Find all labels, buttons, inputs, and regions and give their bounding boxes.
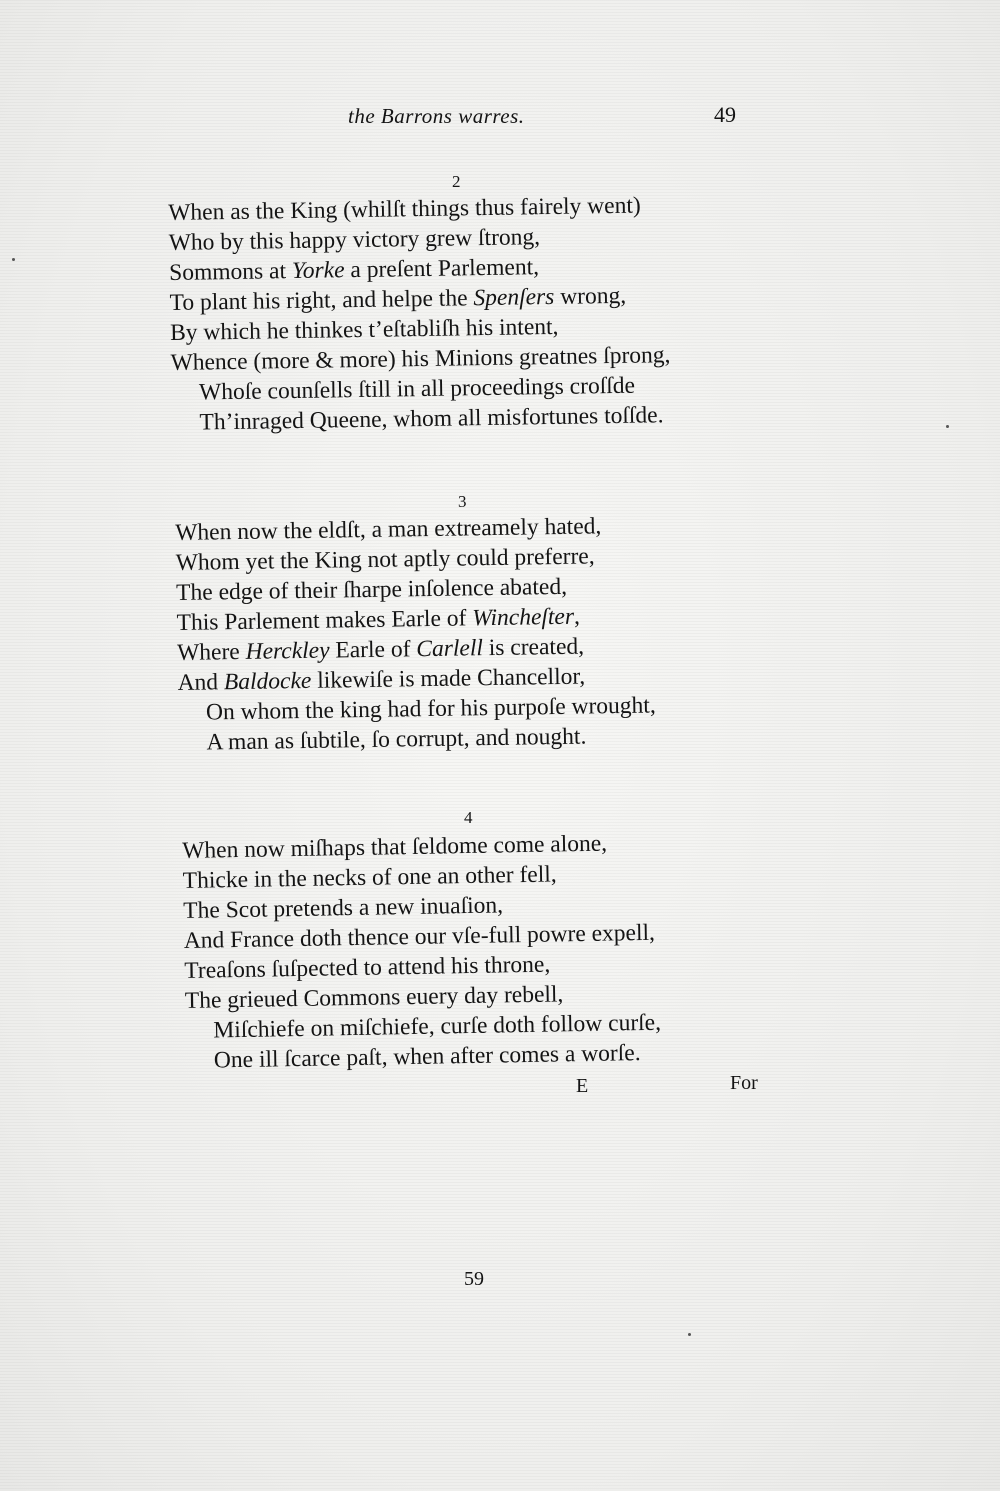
verse-line: And France doth thence our vſe-full powre expell, [183, 919, 656, 954]
paper-speck [688, 1333, 691, 1336]
verse-line: The Scot pretends a new inuaſion, [183, 892, 504, 924]
verse-line: When as the King (whilſt things thus fairely went) [168, 192, 641, 226]
catchword: For [730, 1072, 758, 1094]
italic-name: Herckley [245, 637, 330, 665]
verse-line: Th’inraged Queene, whom all misfortunes toſſde. [199, 402, 664, 436]
verse-line: Thicke in the necks of one an other fell, [182, 861, 557, 894]
verse-line: The grieued Commons euery day rebell, [184, 981, 564, 1014]
paper-speck [946, 425, 949, 428]
verse-line: When now the eldſt, a man extreamely hated, [175, 513, 602, 546]
italic-name: Wincheſter [472, 603, 575, 632]
signature-mark: E [576, 1075, 589, 1097]
verse-line: Where Herckley Earle of Carlell is created, [176, 633, 585, 666]
verse-line: Whom yet the King not aptly could preferre, [175, 543, 595, 576]
verse-line: On whom the king had for his purpoſe wrought, [205, 692, 656, 726]
stanza [175, 510, 656, 757]
verse-line: One ill ſcarce paſt, when after comes a worſe. [213, 1040, 641, 1074]
verse-line: Miſchiefe on miſchiefe, curſe doth follow curſe, [213, 1009, 662, 1044]
stanza [168, 190, 672, 438]
verse-line: Who by this happy victory grew ſtrong, [168, 224, 541, 256]
stanza-number: 4 [464, 808, 473, 827]
stanza-number: 3 [458, 492, 467, 511]
verse-line: Sommons at Yorke a preſent Parlement, [168, 254, 540, 286]
paper-speck [12, 258, 15, 261]
page-number: 49 [714, 102, 736, 127]
verse-line: And Baldocke likewiſe is made Chancellor, [177, 663, 586, 696]
verse-line: Treaſons ſuſpected to attend his throne, [184, 951, 551, 984]
verse-line: Whence (more & more) his Minions greatnes ſprong, [170, 342, 671, 376]
italic-name: Carlell [416, 635, 484, 663]
verse-line: When now miſhaps that ſeldome come alone, [182, 830, 608, 864]
italic-name: Yorke [291, 257, 345, 285]
stanza-number: 2 [452, 172, 461, 191]
stanza [182, 828, 662, 1076]
verse-line: The edge of their ſharpe inſolence abated, [175, 573, 568, 606]
italic-name: Baldocke [223, 667, 312, 696]
running-title: the Barrons warres. [348, 104, 525, 128]
bottom-page-number: 59 [464, 1268, 484, 1290]
verse-line: A man as ſubtile, ſo corrupt, and nought. [206, 723, 587, 756]
verse-line: Whoſe counſells ſtill in all proceedings croſſde [198, 372, 636, 406]
italic-name: Spenſers [473, 283, 555, 312]
verse-line: This Parlement makes Earle of Wincheſter, [176, 603, 581, 636]
verse-line: To plant his right, and helpe the Spenſers wrong, [169, 282, 627, 316]
verse-line: By which he thinkes t’eſtabliſh his intent, [169, 313, 559, 346]
